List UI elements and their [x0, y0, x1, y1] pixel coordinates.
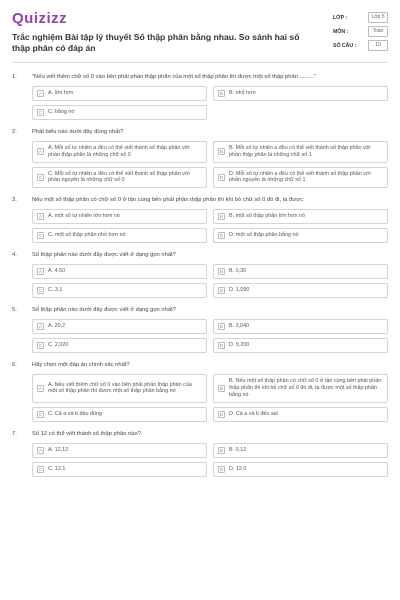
- option-text: D. Cả a và b đều sai: [229, 410, 278, 417]
- document-title: Trắc nghiệm Bài tập lý thuyết Số thập phân bằng nhau. So sánh hai số thập phân có đáp án: [12, 32, 300, 53]
- answer-option-d[interactable]: [213, 283, 388, 298]
- meta-value: Lớp 5: [368, 12, 388, 23]
- option-text: B. một số thập phân lớn hơn nó: [229, 213, 305, 220]
- question-number: 3.: [12, 197, 17, 204]
- answer-options: [32, 141, 388, 188]
- question-number: 5.: [12, 307, 17, 314]
- option-letter-badge: A: [37, 213, 44, 220]
- question-head: [12, 128, 388, 136]
- option-letter-badge: B: [218, 90, 225, 97]
- option-letter-badge: A: [37, 323, 44, 330]
- question-head: [12, 251, 388, 259]
- meta-row-subject: [333, 26, 388, 37]
- option-text: C. 3,1: [48, 287, 63, 294]
- option-letter-badge: C: [38, 110, 43, 115]
- question-list: [12, 73, 388, 477]
- header-divider: [12, 62, 388, 63]
- answer-option-a[interactable]: [32, 264, 207, 279]
- option-letter-badge: D: [219, 411, 224, 417]
- question-head: [12, 361, 388, 369]
- option-text: A. Mỗi số tự nhiên a đều có thể viết thành số thập phân với phần thập phân là những chữ số 0: [48, 145, 190, 158]
- question-head: [12, 73, 388, 81]
- answer-option-b[interactable]: [213, 443, 388, 458]
- option-letter-badge: B: [218, 385, 225, 392]
- option-text: C. Mỗi số tự nhiên a đều có thể viết thành số thập phân với phần nguyên là những chữ số 0: [48, 170, 190, 184]
- question-2: [12, 128, 388, 188]
- answer-option-a[interactable]: [32, 86, 207, 101]
- answer-option-c[interactable]: [32, 407, 207, 422]
- answer-option-c[interactable]: [32, 462, 207, 477]
- answer-option-d[interactable]: [213, 462, 388, 477]
- option-letter-badge: A: [37, 90, 44, 97]
- question-number: 4.: [12, 252, 17, 259]
- option-text: B. 3,040: [229, 323, 250, 330]
- option-text: B. Mỗi số tự nhiên a đều có thể viết thành số thập phân với phần thập phân là những chữ số 1: [229, 145, 371, 158]
- option-text: D. một số thập phân bằng nó: [229, 232, 299, 239]
- answer-options: [32, 209, 388, 243]
- question-text: Số thập phân nào dưới đây được viết ở dạng gọn nhất?: [32, 307, 176, 314]
- option-letter-badge: C: [38, 466, 43, 472]
- option-text: D. Mỗi số tự nhiên a đều có thể viết thành số thập phân với phần nguyên là những chữ số 1: [229, 170, 371, 184]
- question-5: [12, 306, 388, 353]
- question-number: 6.: [12, 362, 17, 369]
- option-text: D. 0,200: [229, 342, 250, 349]
- option-letter-badge: C: [38, 411, 43, 417]
- brand-block: [12, 10, 333, 54]
- answer-option-b[interactable]: [213, 141, 388, 163]
- answer-option-a[interactable]: [32, 443, 207, 458]
- answer-option-b[interactable]: [213, 264, 388, 279]
- option-letter-badge: D: [219, 343, 224, 349]
- question-number: 2.: [12, 129, 17, 135]
- question-number: 7.: [12, 430, 17, 437]
- option-text: B. Nếu một số thập phân có chữ số 0 ở tận cùng bên phải phần thập phân thì khi bỏ chữ số 0 đó đi, ta được một số thập phân bằng nó: [229, 378, 382, 398]
- option-letter-badge: C: [38, 343, 43, 349]
- answer-option-a[interactable]: [32, 374, 207, 402]
- answer-option-d[interactable]: [213, 228, 388, 243]
- option-letter-badge: A: [37, 447, 44, 454]
- option-letter-badge: B: [218, 148, 225, 155]
- question-text: Số thập phân nào dưới đây được viết ở dạng gọn nhất?: [32, 252, 176, 259]
- option-letter-badge: B: [218, 213, 225, 220]
- answer-option-b[interactable]: [213, 209, 388, 224]
- meta-label: LỚP :: [333, 14, 348, 21]
- question-3: [12, 196, 388, 243]
- question-7: [12, 430, 388, 477]
- question-text: Phát biểu nào dưới đây đúng nhất?: [32, 129, 124, 135]
- question-text: Số 12 có thể viết thành số thập phân nào?: [32, 430, 141, 437]
- option-text: B. 0,12: [229, 446, 247, 453]
- answer-option-c[interactable]: [32, 105, 207, 120]
- option-text: A. một số tự nhiên lớn hơn nó: [48, 213, 120, 220]
- option-letter-badge: A: [37, 268, 44, 275]
- question-text: Hãy chọn một đáp án chính xác nhất?: [32, 362, 130, 369]
- answer-option-b[interactable]: [213, 319, 388, 334]
- option-letter-badge: A: [37, 385, 44, 392]
- option-letter-badge: B: [218, 447, 225, 454]
- option-text: C. 12,1: [48, 465, 66, 472]
- option-text: D. 12,0: [229, 465, 247, 472]
- answer-option-d[interactable]: [213, 407, 388, 422]
- answer-option-d[interactable]: [213, 167, 388, 189]
- question-4: [12, 251, 388, 298]
- answer-options: [32, 86, 388, 120]
- option-text: C. 2,020: [48, 342, 69, 349]
- option-letter-badge: C: [38, 233, 43, 239]
- answer-option-b[interactable]: [213, 86, 388, 101]
- question-text: "Nếu viết thêm chữ số 0 vào bên phải phần thập phân của một số thập phân thì được một số thập phân .........": [32, 74, 317, 80]
- option-letter-badge: D: [219, 174, 224, 180]
- meta-panel: [333, 12, 388, 54]
- answer-options: [32, 443, 388, 477]
- answer-option-c[interactable]: [32, 228, 207, 243]
- answer-option-d[interactable]: [213, 338, 388, 353]
- question-number: 1.: [12, 74, 17, 80]
- meta-row-count: [333, 40, 388, 51]
- meta-value: 10: [368, 40, 388, 51]
- option-letter-badge: B: [218, 268, 225, 275]
- question-1: [12, 73, 388, 120]
- answer-option-c[interactable]: [32, 283, 207, 298]
- option-letter-badge: B: [218, 323, 225, 330]
- option-letter-badge: D: [219, 466, 224, 472]
- option-letter-badge: D: [219, 288, 224, 294]
- option-text: A. Nếu viết thêm chữ số 0 vào bên phải phần thập phân của một số thập phân thì được một số thập phân bằng nó: [48, 381, 192, 395]
- question-head: [12, 196, 388, 204]
- answer-option-a[interactable]: [32, 209, 207, 224]
- question-6: [12, 361, 388, 421]
- answer-option-c[interactable]: [32, 338, 207, 353]
- answer-options: [32, 319, 388, 353]
- question-text: Nếu một số thập phân có chữ số 0 ở tận cùng bên phải phần thập phân thì khi bỏ chữ số 0 đó đi, ta được:: [32, 197, 305, 204]
- option-text: A. 4,50: [48, 268, 66, 275]
- option-letter-badge: C: [38, 288, 43, 294]
- option-letter-badge: A: [37, 148, 44, 155]
- option-text: C. bằng nó: [48, 109, 75, 116]
- answer-options: [32, 374, 388, 421]
- option-text: A. 12,12: [48, 446, 69, 453]
- option-text: A. 20,2: [48, 323, 66, 330]
- question-head: [12, 306, 388, 314]
- quizizz-logo: Quizizz: [12, 10, 68, 27]
- option-text: C. Cả a và b đều đúng: [48, 410, 102, 417]
- answer-option-b[interactable]: [213, 374, 388, 402]
- option-letter-badge: D: [219, 233, 224, 239]
- option-text: C. một số thập phân nhỏ hơn nó: [48, 232, 126, 239]
- meta-label: MÔN :: [333, 28, 349, 35]
- option-text: B. nhỏ hơn: [229, 90, 256, 97]
- answer-option-c[interactable]: [32, 167, 207, 189]
- answer-options: [32, 264, 388, 298]
- option-letter-badge: C: [38, 174, 43, 180]
- answer-option-a[interactable]: [32, 319, 207, 334]
- option-text: A. lớn hơn: [48, 90, 74, 97]
- meta-row-class: [333, 12, 388, 23]
- option-text: D. 1,090: [229, 287, 250, 294]
- option-text: B. 0,30: [229, 268, 247, 275]
- meta-value: Toán: [368, 26, 388, 37]
- answer-option-a[interactable]: [32, 141, 207, 163]
- question-head: [12, 430, 388, 438]
- meta-label: SỐ CÂU :: [333, 42, 357, 49]
- worksheet-header: [12, 10, 388, 54]
